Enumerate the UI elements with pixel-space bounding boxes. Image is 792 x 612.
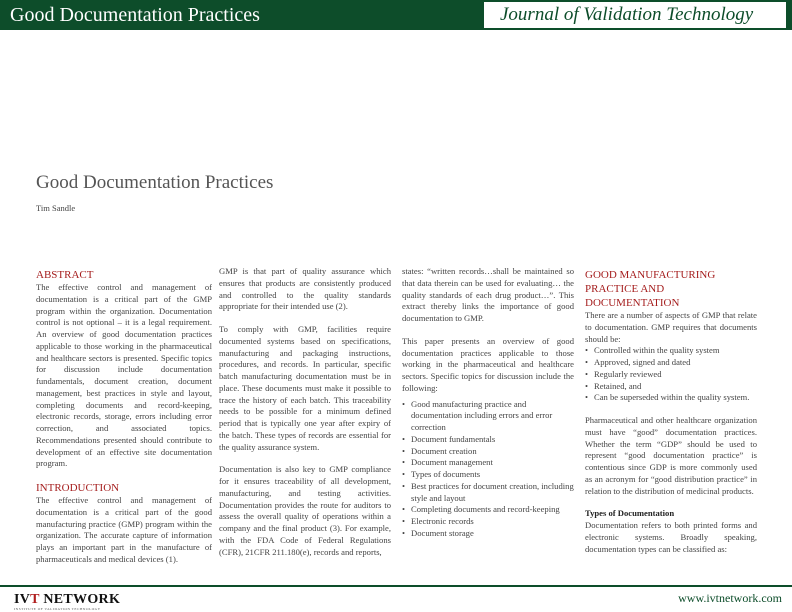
gmp-heading: GOOD MANUFACTURING PRACTICE AND DOCUMENTATION bbox=[585, 269, 716, 309]
paragraph: There are a number of aspects of GMP that relate to documentation. GMP requires that documents should be: bbox=[585, 310, 757, 344]
gmp-requirements-list bbox=[585, 345, 757, 404]
paragraph: Documentation refers to both printed forms and electronic systems. Broadly speaking, documentation types can be classified as: bbox=[585, 520, 757, 554]
header-bar bbox=[0, 0, 792, 30]
ivt-network-logo bbox=[14, 592, 120, 611]
list-item: • Controlled within the quality system bbox=[585, 345, 757, 357]
list-item: • Best practices for document creation, including style and layout bbox=[402, 481, 574, 505]
column-1 bbox=[36, 266, 212, 577]
column-3 bbox=[402, 266, 574, 540]
list-item: • Electronic records bbox=[402, 516, 574, 528]
list-item: • Retained, and bbox=[585, 381, 757, 393]
paragraph: states: “written records…shall be maintained so that data therein can be used for evaluating… the quality standards of each drug product…”. This extract thereby links the importance of good documentation to GMP. bbox=[402, 266, 574, 323]
list-item: • Completing documents and record-keeping bbox=[402, 504, 574, 516]
list-item: • Document fundamentals bbox=[402, 434, 574, 446]
list-item: • Regularly reviewed bbox=[585, 369, 757, 381]
paragraph: GMP is that part of quality assurance which ensures that products are consistently produced and controlled to the quality standards appropriate for their intended use (2). bbox=[219, 266, 391, 312]
abstract-heading: ABSTRACT bbox=[36, 269, 94, 281]
article-author: Tim Sandle bbox=[36, 203, 76, 213]
types-of-documentation-heading: Types of Documentation bbox=[585, 508, 675, 519]
paragraph: To comply with GMP, facilities require documented systems based on specifications, manufacturing and packaging instructions, procedures, and records. In particular, specific batch manufacturing documentation must be in place. These documents must make it possible to trace the history of each batch. This traceability needs to be possible for a minimum defined period that is typically one year after expiry of the batch. These types of records are essential for the quality assurance system. bbox=[219, 324, 391, 452]
column-4 bbox=[585, 266, 757, 566]
list-item: • Approved, signed and dated bbox=[585, 357, 757, 369]
list-item: • Types of documents bbox=[402, 469, 574, 481]
list-item: • Document management bbox=[402, 457, 574, 469]
introduction-text: The effective control and management of documentation is a critical part of the good manufacturing practice (GMP) program within the organization. The accurate capture of information plays an important part in the manufacture of pharmaceuticals and medical devices (1). bbox=[36, 495, 212, 564]
article-title: Good Documentation Practices bbox=[36, 172, 274, 193]
journal-title: Journal of Validation Technology bbox=[500, 4, 754, 25]
footer-divider bbox=[0, 585, 792, 587]
list-item: • Document creation bbox=[402, 446, 574, 458]
section-title: Good Documentation Practices bbox=[10, 4, 260, 26]
abstract-text: The effective control and management of documentation is a critical part of the GMP program within the organization. Documentation control is not optional – it is a legal requirement. An overview of good documentation practices applicable to those working in the pharmaceutical and healthcare sectors is presented. Specific topics for discussion include documentation fundamentals, document creation, document management, best practices in style and layout, completing documents and record-keeping, electronic records, storage, errors including error correction, and associated topics. Recommendations presented should contribute to development of an effective site documentation program. bbox=[36, 282, 212, 469]
topics-list bbox=[402, 399, 574, 540]
journal-title-box bbox=[484, 2, 786, 28]
logo-tagline: INSTITUTE OF VALIDATION TECHNOLOGY bbox=[14, 607, 101, 611]
paragraph: This paper presents an overview of good documentation practices applicable to those working in the pharmaceutical and healthcare sectors. Specific topics for discussion include the following: bbox=[402, 335, 574, 393]
paragraph: Documentation is also key to GMP compliance for it ensures traceability of all development, manufacturing, and testing activities. Documentation provides the route for auditors to assess the overall quality of operations within a company and the final product (3). For example, with the FDA Code of Federal Regulations (CFR), 21CFR 211.180(e), records and reports, bbox=[219, 464, 391, 557]
logo-wordmark: IVT NETWORK bbox=[14, 592, 121, 607]
column-2 bbox=[219, 266, 391, 569]
list-item: • Document storage bbox=[402, 528, 574, 540]
list-item: • Can be superseded within the quality system. bbox=[585, 392, 757, 404]
paragraph: Pharmaceutical and other healthcare organization must have “good” documentation practices. Whether the term “GDP” should be used to represent “good documentation practice” is contentious since GDP is more commonly used as an acronym for “good distribution practice” in relation to the distribution of medicinal products. bbox=[585, 415, 757, 496]
list-item: • Good manufacturing practice and documentation including errors and error correction bbox=[402, 399, 574, 434]
introduction-heading: INTRODUCTION bbox=[36, 482, 120, 494]
website-url: www.ivtnetwork.com bbox=[678, 591, 782, 605]
